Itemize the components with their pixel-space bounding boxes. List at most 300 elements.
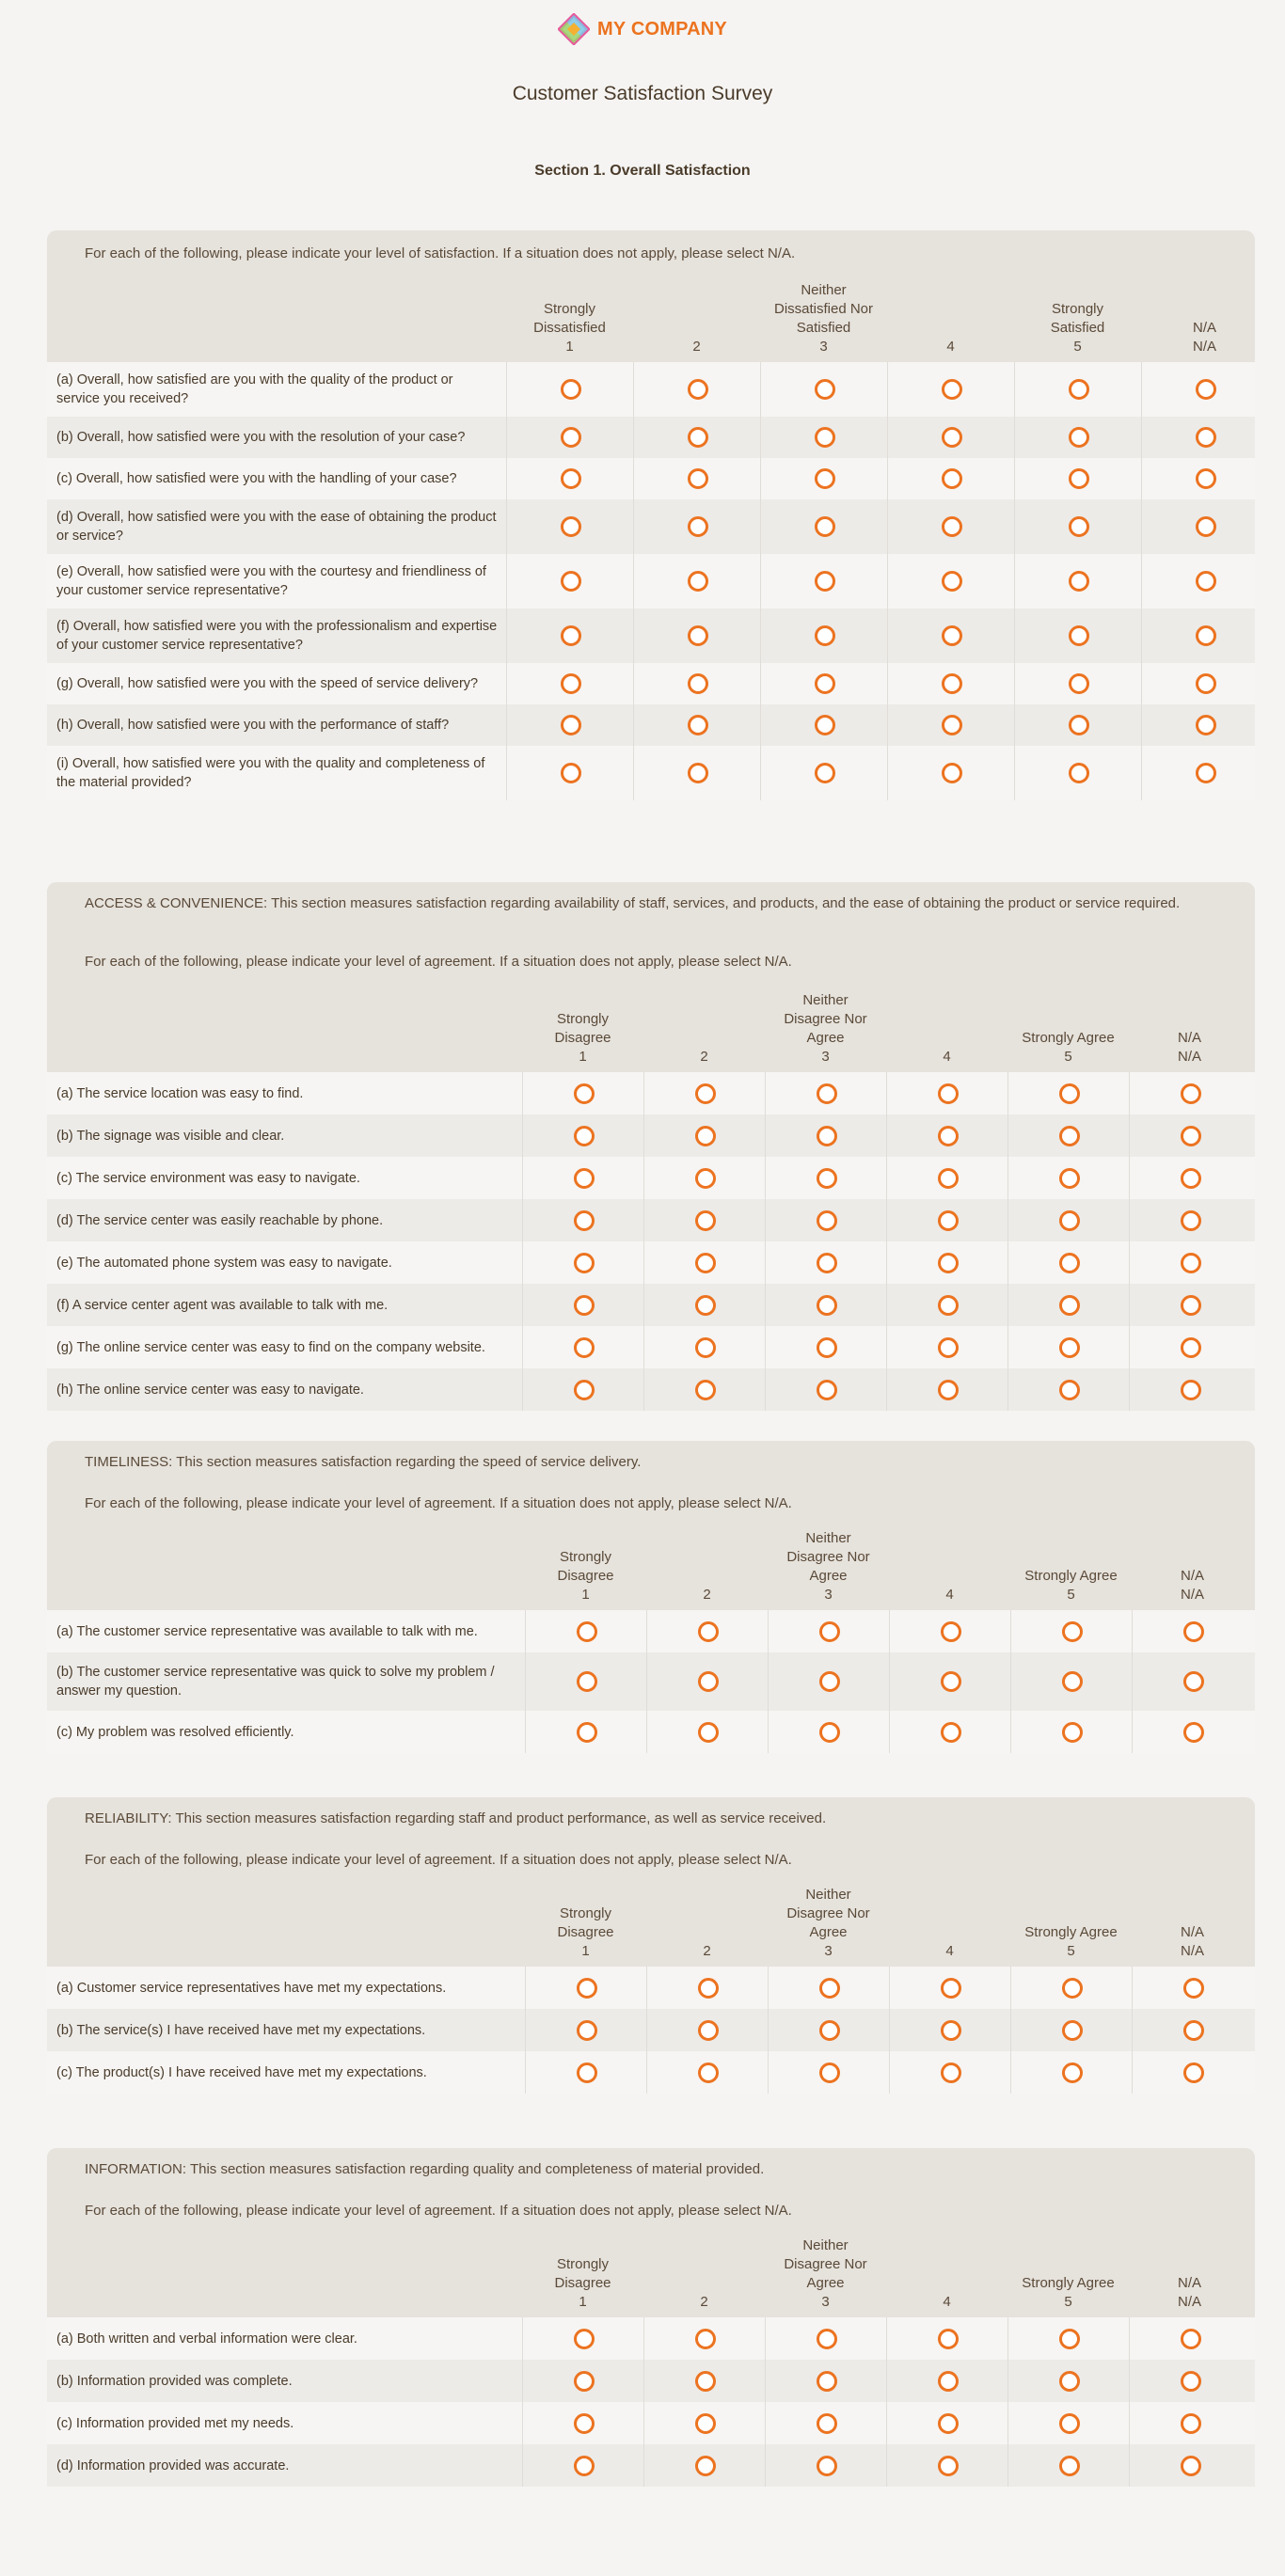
rating-radio[interactable] xyxy=(942,673,962,694)
column-header xyxy=(886,1048,1007,1067)
column-header xyxy=(889,1942,1010,1961)
rating-cell xyxy=(886,1284,1008,1326)
rating-radio[interactable] xyxy=(561,673,581,694)
rating-cell xyxy=(1014,663,1142,704)
rating-radio[interactable] xyxy=(819,2062,840,2083)
rating-radio[interactable] xyxy=(1196,625,1216,646)
company-name: MY COMPANY xyxy=(597,18,727,40)
rating-cell xyxy=(522,1368,644,1411)
rating-radio[interactable] xyxy=(1062,2062,1083,2083)
rating-radio[interactable] xyxy=(1059,1253,1080,1273)
rating-cell xyxy=(522,1157,644,1199)
question-row xyxy=(47,1157,1255,1199)
rating-radio[interactable] xyxy=(942,715,962,735)
rating-radio[interactable] xyxy=(1059,2371,1080,2392)
rating-radio[interactable] xyxy=(1059,1083,1080,1104)
rating-radio[interactable] xyxy=(1196,571,1216,592)
rating-radio[interactable] xyxy=(1196,673,1216,694)
rating-radio[interactable] xyxy=(938,1380,959,1400)
rating-radio[interactable] xyxy=(1196,379,1216,400)
rating-cell xyxy=(643,2444,766,2487)
question-row xyxy=(47,1326,1255,1368)
rating-radio[interactable] xyxy=(695,1210,716,1231)
rating-radio[interactable] xyxy=(695,1126,716,1146)
rating-radio[interactable] xyxy=(695,1295,716,1316)
column-header xyxy=(765,991,886,1067)
rating-radio[interactable] xyxy=(561,516,581,537)
rating-cell xyxy=(646,1711,769,1753)
rating-radio[interactable] xyxy=(1183,2020,1204,2041)
rating-cell xyxy=(633,417,761,458)
company-logo xyxy=(0,13,1285,45)
rating-radio[interactable] xyxy=(817,2329,837,2349)
rating-cell xyxy=(765,1326,887,1368)
rating-radio[interactable] xyxy=(1196,516,1216,537)
instruction-text: For each of the following, please indicate your level of agreement. If a situation does not apply, please select N/A. xyxy=(85,954,792,970)
rating-radio[interactable] xyxy=(695,1083,716,1104)
rating-cell xyxy=(1132,1610,1254,1652)
rating-radio[interactable] xyxy=(688,516,708,537)
rating-radio[interactable] xyxy=(574,1337,595,1358)
column-header xyxy=(643,2293,765,2312)
column-header-line: 3 xyxy=(819,339,828,355)
rating-radio[interactable] xyxy=(1059,2413,1080,2434)
rating-radio[interactable] xyxy=(1062,1621,1083,1642)
rating-radio[interactable] xyxy=(561,379,581,400)
rating-cell xyxy=(633,746,761,800)
rating-radio[interactable] xyxy=(938,1168,959,1189)
rating-radio[interactable] xyxy=(817,1380,837,1400)
column-header-line: Strongly xyxy=(1051,301,1104,317)
rating-radio[interactable] xyxy=(577,1978,597,1999)
question-text: (h) The online service center was easy to navigate. xyxy=(56,1382,364,1398)
rating-radio[interactable] xyxy=(817,2371,837,2392)
rating-radio[interactable] xyxy=(574,1126,595,1146)
rating-radio[interactable] xyxy=(817,1083,837,1104)
rating-cell xyxy=(1007,2444,1130,2487)
rating-cell xyxy=(1007,2402,1130,2444)
rating-cell xyxy=(760,663,888,704)
rating-radio[interactable] xyxy=(574,1253,595,1273)
rating-radio[interactable] xyxy=(1059,1168,1080,1189)
rating-radio[interactable] xyxy=(815,763,835,783)
rating-radio[interactable] xyxy=(1069,379,1089,400)
rating-radio[interactable] xyxy=(819,1621,840,1642)
rating-cell xyxy=(643,1241,766,1284)
rating-cell xyxy=(643,1326,766,1368)
rating-cell xyxy=(1010,1711,1133,1753)
rating-radio[interactable] xyxy=(1062,1722,1083,1743)
rating-radio[interactable] xyxy=(938,1126,959,1146)
rating-radio[interactable] xyxy=(1069,673,1089,694)
rating-radio[interactable] xyxy=(574,2413,595,2434)
rating-radio[interactable] xyxy=(942,379,962,400)
column-header-line: Strongly xyxy=(559,1905,612,1921)
rating-radio[interactable] xyxy=(941,1621,961,1642)
rating-cell xyxy=(643,1368,766,1411)
rating-radio[interactable] xyxy=(577,1621,597,1642)
question-text: (c) My problem was resolved efficiently. xyxy=(56,1724,294,1740)
column-header-line: 5 xyxy=(1064,1049,1072,1065)
rating-cell xyxy=(765,1199,887,1241)
rating-radio[interactable] xyxy=(688,625,708,646)
rating-radio[interactable] xyxy=(815,468,835,489)
column-header-line: Neither xyxy=(802,2237,849,2253)
question-row xyxy=(47,362,1255,417)
rating-radio[interactable] xyxy=(698,2020,719,2041)
rating-radio[interactable] xyxy=(1183,1978,1204,1999)
rating-cell xyxy=(886,2360,1008,2402)
question-text: (c) The product(s) I have received have met my expectations. xyxy=(56,2064,427,2080)
block-header xyxy=(47,1797,1255,1967)
rating-radio[interactable] xyxy=(1059,2329,1080,2349)
question-row xyxy=(47,1072,1255,1114)
column-header-line: Dissatisfied Nor xyxy=(773,301,874,317)
rating-cell xyxy=(646,2051,769,2094)
column-header-line: N/A xyxy=(1177,2294,1201,2310)
rating-cell xyxy=(646,1652,769,1711)
rating-radio[interactable] xyxy=(688,715,708,735)
question-text: (f) Overall, how satisfied were you with the professionalism and expertise of your customer service representative? xyxy=(56,619,498,653)
rating-radio[interactable] xyxy=(1059,1380,1080,1400)
rating-cell xyxy=(1007,1368,1130,1411)
survey-block xyxy=(47,2148,1255,2487)
column-header-line: N/A xyxy=(1180,1943,1204,1959)
rating-radio[interactable] xyxy=(938,2329,959,2349)
rating-cell xyxy=(1132,1711,1254,1753)
rating-radio[interactable] xyxy=(561,763,581,783)
rating-radio[interactable] xyxy=(817,1168,837,1189)
rating-radio[interactable] xyxy=(1181,2456,1201,2476)
question-row xyxy=(47,2317,1255,2360)
rating-radio[interactable] xyxy=(1181,1126,1201,1146)
column-header-line: N/A xyxy=(1180,1587,1204,1603)
rating-radio[interactable] xyxy=(1196,715,1216,735)
rating-radio[interactable] xyxy=(815,427,835,448)
rating-cell xyxy=(525,2009,647,2051)
rating-cell xyxy=(1132,2051,1254,2094)
rating-radio[interactable] xyxy=(577,2062,597,2083)
rating-cell xyxy=(1010,1967,1133,2009)
rating-cell xyxy=(643,1072,766,1114)
rating-cell xyxy=(633,499,761,554)
rating-cell xyxy=(525,1967,647,2009)
column-header-line: 1 xyxy=(579,1049,587,1065)
section-description: INFORMATION: This section measures satisfaction regarding quality and completeness of material provided. xyxy=(85,2161,765,2177)
rating-radio[interactable] xyxy=(815,571,835,592)
column-header xyxy=(1007,2274,1129,2312)
question-text: (e) Overall, how satisfied were you with the courtesy and friendliness of your customer service representative? xyxy=(56,564,486,598)
column-header-line: Neither xyxy=(805,1887,851,1903)
rating-radio[interactable] xyxy=(942,571,962,592)
rating-cell xyxy=(1129,2444,1251,2487)
rating-cell xyxy=(1007,1114,1130,1157)
rating-cell xyxy=(522,1284,644,1326)
question-row xyxy=(47,417,1255,458)
rating-cell xyxy=(1129,1072,1251,1114)
rating-radio[interactable] xyxy=(1059,2456,1080,2476)
rating-radio[interactable] xyxy=(941,2062,961,2083)
rating-radio[interactable] xyxy=(817,2413,837,2434)
rating-radio[interactable] xyxy=(1069,715,1089,735)
question-text: (h) Overall, how satisfied were you with the performance of staff? xyxy=(56,718,450,733)
rating-cell xyxy=(1129,1284,1251,1326)
rating-radio[interactable] xyxy=(695,2413,716,2434)
rating-radio[interactable] xyxy=(815,379,835,400)
rating-cell xyxy=(889,1711,1011,1753)
rating-cell xyxy=(1007,1326,1130,1368)
rating-radio[interactable] xyxy=(938,1083,959,1104)
rating-radio[interactable] xyxy=(1069,427,1089,448)
rating-radio[interactable] xyxy=(688,763,708,783)
rating-radio[interactable] xyxy=(574,2329,595,2349)
rating-cell xyxy=(525,1652,647,1711)
rating-radio[interactable] xyxy=(561,468,581,489)
rating-radio[interactable] xyxy=(577,2020,597,2041)
column-header-line: 4 xyxy=(945,1943,954,1959)
rating-cell xyxy=(1141,704,1269,746)
rating-cell xyxy=(765,2444,887,2487)
rating-radio[interactable] xyxy=(574,1295,595,1316)
rating-radio[interactable] xyxy=(938,1253,959,1273)
section-description: ACCESS & CONVENIENCE: This section measures satisfaction regarding availability of staff, services, and products, and the ease of obtaining the product or service required. xyxy=(85,895,1181,911)
rating-radio[interactable] xyxy=(1062,1978,1083,1999)
rating-radio[interactable] xyxy=(1181,1083,1201,1104)
rating-radio[interactable] xyxy=(574,2371,595,2392)
rating-cell xyxy=(760,746,888,800)
rating-cell xyxy=(506,608,634,663)
question-row xyxy=(47,2009,1255,2051)
rating-radio[interactable] xyxy=(574,1168,595,1189)
question-list xyxy=(47,1072,1255,1411)
rating-radio[interactable] xyxy=(1181,1337,1201,1358)
rating-radio[interactable] xyxy=(561,571,581,592)
rating-cell xyxy=(633,663,761,704)
rating-cell xyxy=(1129,2317,1251,2360)
rating-cell xyxy=(1007,2360,1130,2402)
question-text: (b) The service(s) I have received have met my expectations. xyxy=(56,2022,426,2038)
rating-cell xyxy=(1129,1157,1251,1199)
rating-radio[interactable] xyxy=(1069,763,1089,783)
rating-cell xyxy=(886,1199,1008,1241)
rating-radio[interactable] xyxy=(1069,468,1089,489)
column-header-line: 4 xyxy=(943,2294,951,2310)
rating-cell xyxy=(765,1368,887,1411)
rating-radio[interactable] xyxy=(1196,468,1216,489)
rating-radio[interactable] xyxy=(941,2020,961,2041)
rating-radio[interactable] xyxy=(1069,625,1089,646)
column-header-line: 2 xyxy=(703,1943,711,1959)
question-row xyxy=(47,2360,1255,2402)
rating-cell xyxy=(1141,554,1269,608)
rating-radio[interactable] xyxy=(815,715,835,735)
rating-radio[interactable] xyxy=(688,427,708,448)
column-header xyxy=(768,1886,889,1961)
rating-radio[interactable] xyxy=(1196,427,1216,448)
rating-radio[interactable] xyxy=(941,1722,961,1743)
column-header-line: Strongly xyxy=(543,301,596,317)
rating-radio[interactable] xyxy=(815,516,835,537)
rating-radio[interactable] xyxy=(1181,2371,1201,2392)
rating-cell xyxy=(522,1241,644,1284)
rating-cell xyxy=(765,2402,887,2444)
survey-block xyxy=(47,1797,1255,2094)
rating-radio[interactable] xyxy=(1181,2329,1201,2349)
rating-radio[interactable] xyxy=(1059,1295,1080,1316)
rating-radio[interactable] xyxy=(938,2456,959,2476)
rating-cell xyxy=(1014,458,1142,499)
rating-radio[interactable] xyxy=(819,1978,840,1999)
rating-radio[interactable] xyxy=(941,1978,961,1999)
rating-radio[interactable] xyxy=(942,625,962,646)
rating-radio[interactable] xyxy=(938,2413,959,2434)
rating-radio[interactable] xyxy=(577,1671,597,1692)
rating-cell xyxy=(1129,2402,1251,2444)
rating-cell xyxy=(1007,1072,1130,1114)
rating-radio[interactable] xyxy=(1062,1671,1083,1692)
question-row xyxy=(47,1711,1255,1753)
question-text: (b) The customer service representative was quick to solve my problem / answer my question. xyxy=(56,1665,495,1699)
rating-radio[interactable] xyxy=(695,1168,716,1189)
rating-radio[interactable] xyxy=(698,2062,719,2083)
rating-radio[interactable] xyxy=(688,571,708,592)
rating-radio[interactable] xyxy=(1181,1380,1201,1400)
rating-cell xyxy=(1132,2009,1254,2051)
question-row xyxy=(47,1241,1255,1284)
rating-radio[interactable] xyxy=(574,1380,595,1400)
rating-radio[interactable] xyxy=(561,715,581,735)
column-header-line: Disagree xyxy=(554,1030,611,1046)
rating-radio[interactable] xyxy=(561,427,581,448)
column-header-line: 3 xyxy=(824,1943,833,1959)
question-row xyxy=(47,554,1255,608)
rating-radio[interactable] xyxy=(942,468,962,489)
rating-cell xyxy=(1129,1326,1251,1368)
rating-radio[interactable] xyxy=(695,2456,716,2476)
rating-cell xyxy=(643,2360,766,2402)
column-header-line: 1 xyxy=(581,1587,590,1603)
rating-radio[interactable] xyxy=(938,1337,959,1358)
rating-radio[interactable] xyxy=(817,1126,837,1146)
question-row xyxy=(47,608,1255,663)
rating-radio[interactable] xyxy=(698,1671,719,1692)
rating-radio[interactable] xyxy=(698,1621,719,1642)
rating-radio[interactable] xyxy=(819,1722,840,1743)
question-row xyxy=(47,704,1255,746)
column-header-line: N/A xyxy=(1192,339,1216,355)
column-header-line: N/A xyxy=(1177,1049,1201,1065)
rating-radio[interactable] xyxy=(1181,1168,1201,1189)
rating-radio[interactable] xyxy=(938,1295,959,1316)
rating-radio[interactable] xyxy=(941,1671,961,1692)
column-header-line: N/A xyxy=(1177,2275,1201,2291)
rating-cell xyxy=(646,1610,769,1652)
rating-radio[interactable] xyxy=(817,1210,837,1231)
column-header-line: N/A xyxy=(1177,1030,1201,1046)
rating-radio[interactable] xyxy=(817,1337,837,1358)
rating-cell xyxy=(1010,2051,1133,2094)
rating-radio[interactable] xyxy=(695,1380,716,1400)
survey-block xyxy=(47,1441,1255,1753)
rating-radio[interactable] xyxy=(574,2456,595,2476)
rating-radio[interactable] xyxy=(695,1253,716,1273)
column-header-line: N/A xyxy=(1180,1924,1204,1940)
rating-radio[interactable] xyxy=(817,1295,837,1316)
column-header xyxy=(1010,1923,1132,1961)
rating-cell xyxy=(1141,663,1269,704)
rating-radio[interactable] xyxy=(577,1722,597,1743)
rating-radio[interactable] xyxy=(1181,1253,1201,1273)
rating-radio[interactable] xyxy=(1183,1621,1204,1642)
rating-cell xyxy=(506,458,634,499)
rating-radio[interactable] xyxy=(1069,516,1089,537)
rating-radio[interactable] xyxy=(1196,763,1216,783)
rating-radio[interactable] xyxy=(819,2020,840,2041)
rating-cell xyxy=(643,2402,766,2444)
rating-radio[interactable] xyxy=(574,1210,595,1231)
rating-radio[interactable] xyxy=(1181,1210,1201,1231)
rating-cell xyxy=(887,704,1015,746)
rating-radio[interactable] xyxy=(1183,2062,1204,2083)
rating-radio[interactable] xyxy=(819,1671,840,1692)
rating-radio[interactable] xyxy=(942,763,962,783)
rating-cell xyxy=(506,746,634,800)
rating-cell xyxy=(760,554,888,608)
rating-radio[interactable] xyxy=(1059,1126,1080,1146)
rating-cell xyxy=(760,458,888,499)
rating-radio[interactable] xyxy=(938,2371,959,2392)
rating-radio[interactable] xyxy=(1183,1671,1204,1692)
rating-cell xyxy=(1129,1199,1251,1241)
rating-radio[interactable] xyxy=(815,673,835,694)
column-header-line: Strongly Agree xyxy=(1024,1924,1118,1940)
rating-radio[interactable] xyxy=(942,427,962,448)
rating-cell xyxy=(1010,1610,1133,1652)
rating-radio[interactable] xyxy=(695,2371,716,2392)
instruction-text: For each of the following, please indicate your level of agreement. If a situation does not apply, please select N/A. xyxy=(85,2203,792,2219)
rating-cell xyxy=(1132,1967,1254,2009)
rating-radio[interactable] xyxy=(815,625,835,646)
block-header xyxy=(47,882,1255,1072)
rating-radio[interactable] xyxy=(938,1210,959,1231)
rating-radio[interactable] xyxy=(688,468,708,489)
rating-radio[interactable] xyxy=(817,1253,837,1273)
rating-radio[interactable] xyxy=(1181,1295,1201,1316)
rating-cell xyxy=(1129,1241,1251,1284)
rating-radio[interactable] xyxy=(942,516,962,537)
rating-radio[interactable] xyxy=(1183,1722,1204,1743)
rating-radio[interactable] xyxy=(1181,2413,1201,2434)
rating-radio[interactable] xyxy=(695,2329,716,2349)
rating-radio[interactable] xyxy=(688,379,708,400)
rating-radio[interactable] xyxy=(1069,571,1089,592)
rating-radio[interactable] xyxy=(1062,2020,1083,2041)
rating-radio[interactable] xyxy=(698,1978,719,1999)
rating-radio[interactable] xyxy=(817,2456,837,2476)
question-row xyxy=(47,1610,1255,1652)
column-header-line: Disagree Nor xyxy=(786,1905,870,1921)
rating-radio[interactable] xyxy=(574,1083,595,1104)
rating-radio[interactable] xyxy=(698,1722,719,1743)
rating-radio[interactable] xyxy=(695,1337,716,1358)
rating-radio[interactable] xyxy=(1059,1210,1080,1231)
question-text: (a) Customer service representatives have met my expectations. xyxy=(56,1980,447,1996)
rating-radio[interactable] xyxy=(688,673,708,694)
rating-radio[interactable] xyxy=(1059,1337,1080,1358)
column-header-line: Agree xyxy=(806,2275,845,2291)
rating-cell xyxy=(889,2009,1011,2051)
rating-radio[interactable] xyxy=(561,625,581,646)
